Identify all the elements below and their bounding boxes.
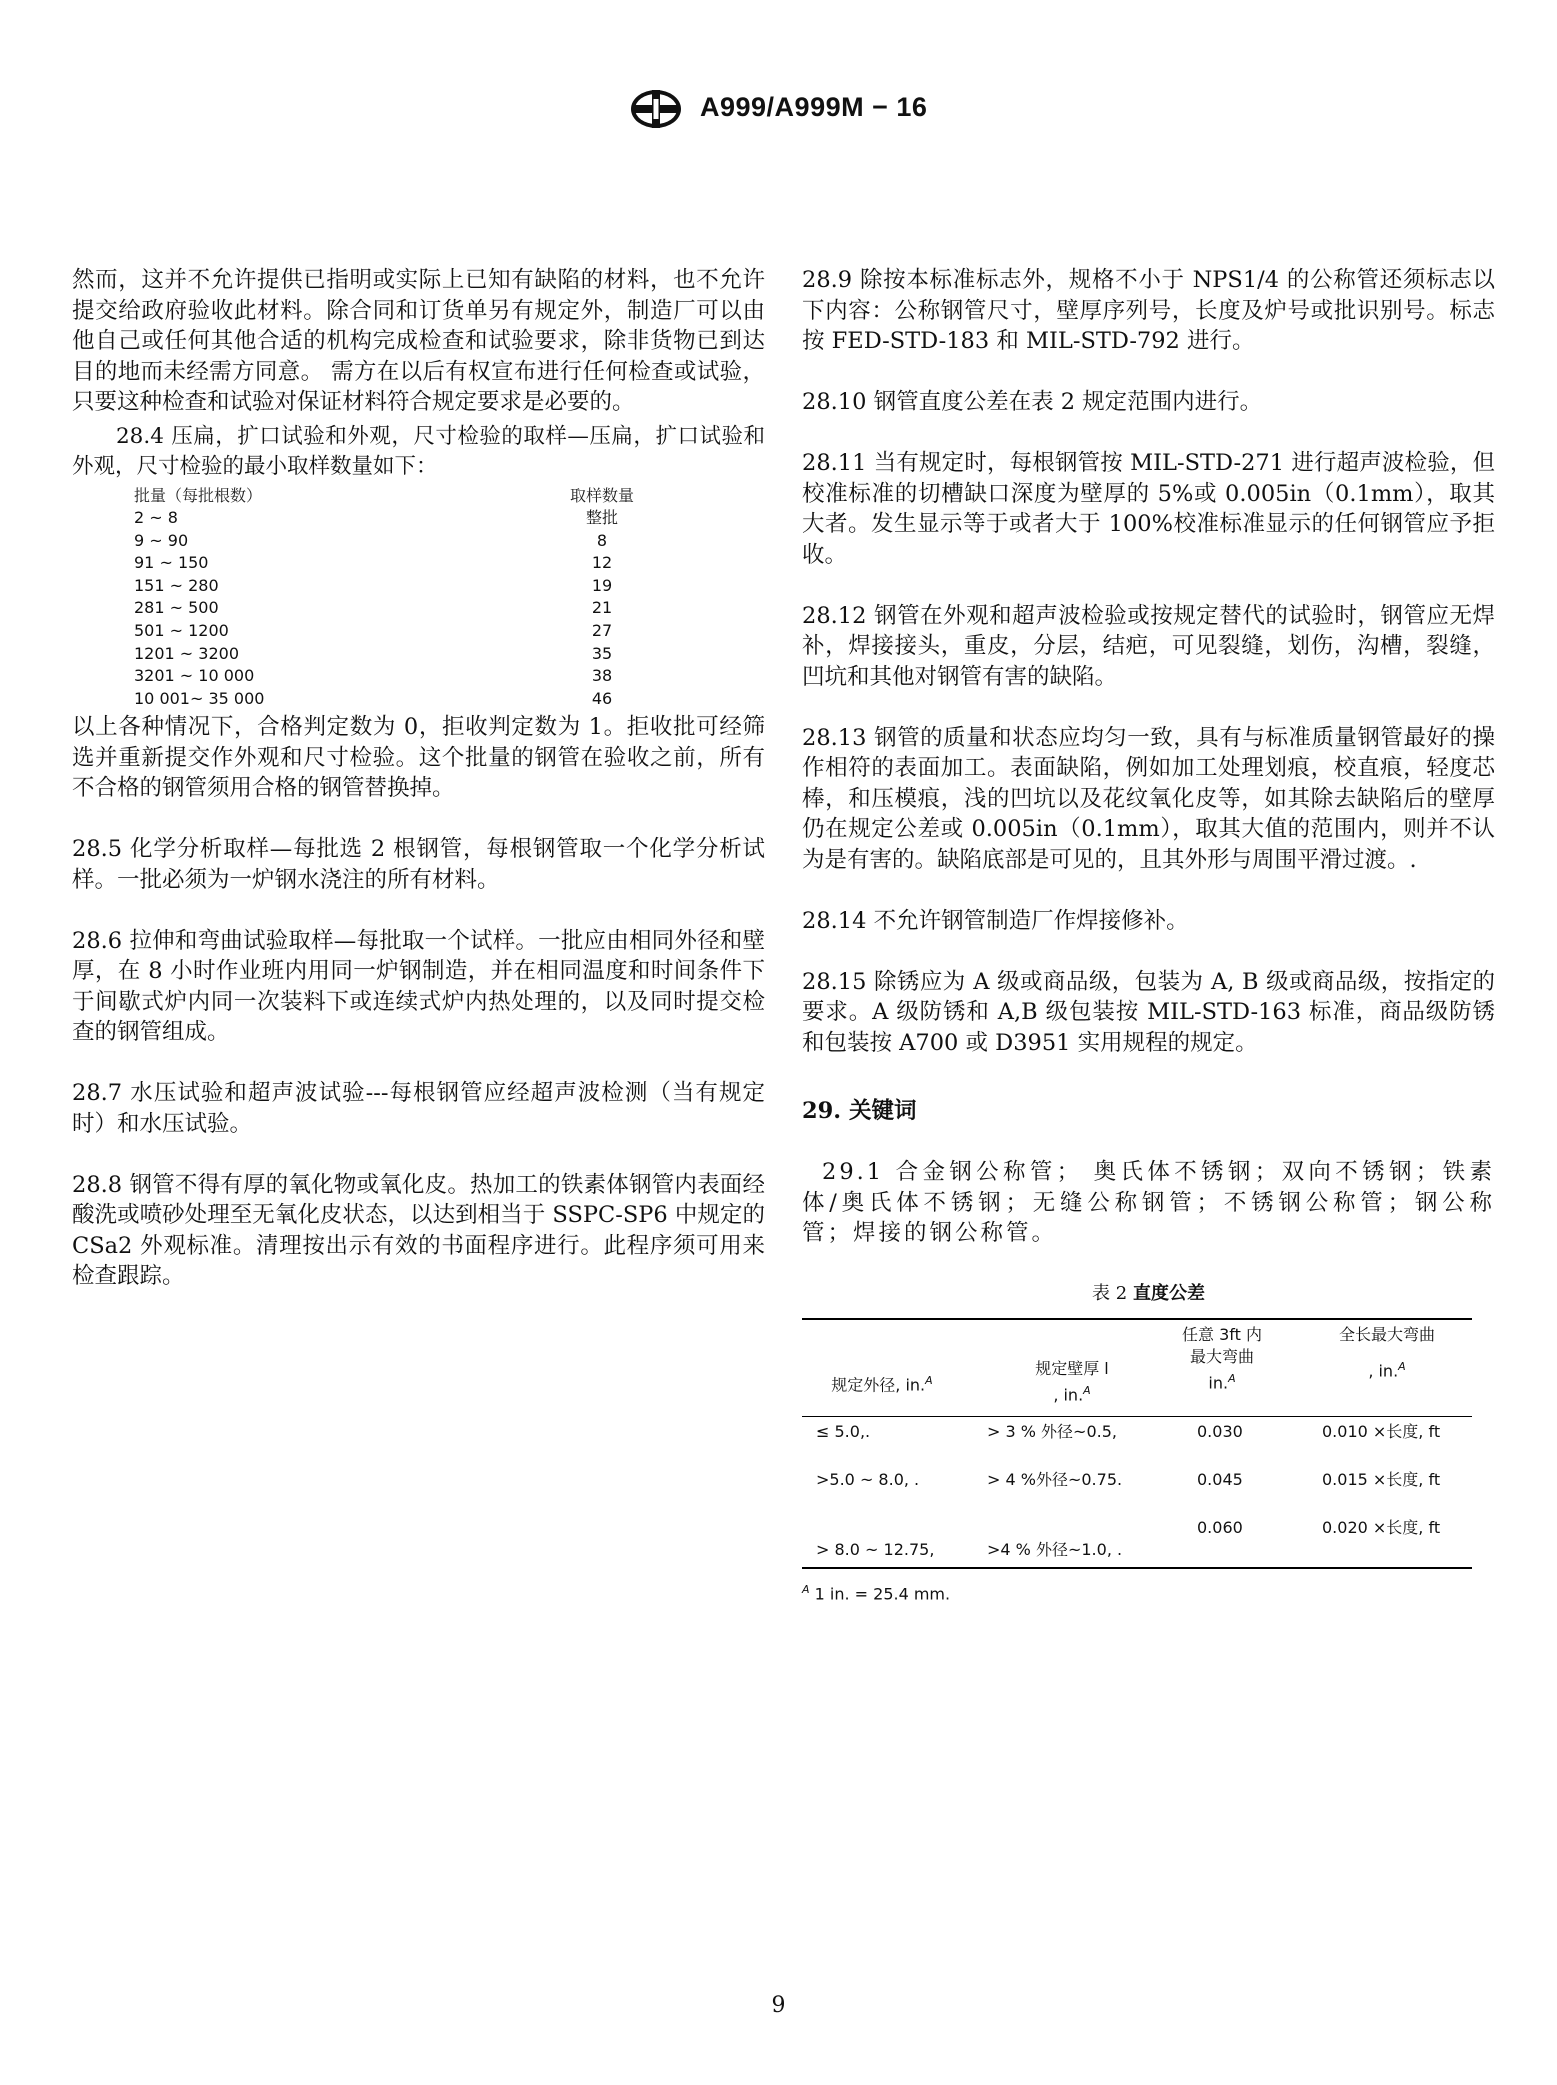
sample-count-cell: 8 <box>596 530 608 550</box>
sampling-table-row <box>72 575 765 598</box>
paragraph-28-12: 28.12 钢管在外观和超声波检验或按规定替代的试验时，钢管应无焊补，焊接接头，重皮，分层，结疤，可见裂缝，划伤，沟槽，裂缝，凹坑和其他对钢管有害的缺陷。 <box>802 602 1495 690</box>
sampling-table-row <box>72 620 765 643</box>
header-od-text: 规定外径, in. <box>831 1374 926 1394</box>
sample-count-header: 取样数量 <box>569 485 634 505</box>
straightness-table-body <box>802 1417 1472 1567</box>
left-column <box>72 265 765 1322</box>
paragraph-28-6: 28.6 拉伸和弯曲试验取样—每批取一个试样。一批应由相同外径和壁厚，在 8 小时作业班内用同一炉钢制造，并在相同温度和时间条件下于间歇式炉内同一次装料下或连续式炉内热处理的，以及同时提交检查的钢管组成。 <box>72 927 765 1046</box>
document-header <box>0 84 1557 134</box>
sample-count-cell: 12 <box>591 553 613 573</box>
table-2-label: 表 2 <box>1092 1283 1133 1304</box>
header-wall-sup: A <box>1083 1383 1091 1397</box>
sampling-table-row <box>72 665 765 688</box>
header-od-sup: A <box>925 1373 933 1387</box>
paragraph-continuation: 然而，这并不允许提供已指明或实际上已知有缺陷的材料，也不允许提交给政府验收此材料。除合同和订货单另有规定外，制造厂可以由他自己或任何其他合适的机构完成检查和试验要求，除非货物已到达目的地而未经需方同意。 需方在以后有权宣布进行任何检查或试验，只要这种检查和试验对保证材料符合规定要求是必要的。 <box>72 267 765 415</box>
sampling-table-row <box>72 597 765 620</box>
sample-count-cell: 46 <box>591 688 613 708</box>
sample-count-cell: 21 <box>591 598 613 618</box>
paragraph-28-5: 28.5 化学分析取样—每批选 2 根钢管，每根钢管取一个化学分析试样。一批必须为一炉钢水浇注的所有材料。 <box>72 836 765 893</box>
header-wall <box>992 1358 1152 1406</box>
section-29-heading: 29. 关键词 <box>802 1098 917 1124</box>
paragraph-28-13: 28.13 钢管的质量和状态应均匀一致，具有与标准质量钢管最好的操作相符的表面加工。表面缺陷，例如加工处理划痕，校直痕，轻度芯棒，和压模痕，浅的凹坑以及花纹氧化皮等，如其除去缺陷后的壁厚仍在规定公差或 0.005in（0.1mm），取其大值的范围内，则并不认为是有害的。缺陷底部是可见的，且其外形与周围平滑过渡。. <box>802 724 1495 873</box>
lot-size-cell: 3201 ~ 10 000 <box>134 666 255 686</box>
standard-designation: A999/A999M − 16 <box>700 92 928 122</box>
od-cell: > 8.0 ~ 12.75, <box>816 1539 935 1559</box>
paragraph-29-1: 29.1 合金钢公称管； 奥氏体不锈钢；双向不锈钢；铁素体/奥氏体不锈钢；无缝公称钢管；不锈钢公称管；钢公称管；焊接的钢公称管。 <box>802 1159 1495 1246</box>
paragraph-28-4: 28.4 压扁，扩口试验和外观，尺寸检验的取样—压扁，扩口试验和外观，尺寸检验的最小取样数量如下： <box>72 423 765 479</box>
header-bend-3ft <box>1162 1324 1282 1394</box>
header-bend-full <box>1302 1324 1472 1382</box>
bend-3ft-cell: 0.060 <box>1197 1517 1243 1537</box>
lot-size-cell: 2 ~ 8 <box>134 508 178 528</box>
wall-cell: > 3 % 外径~0.5, <box>987 1421 1117 1441</box>
sampling-table-row <box>72 530 765 553</box>
table-2-footnote <box>802 1575 1495 1610</box>
sampling-table-row <box>72 688 765 711</box>
paragraph-28-11: 28.11 当有规定时，每根钢管按 MIL-STD-271 进行超声波检验，但校准标准的切槽缺口深度为壁厚的 5%或 0.005in（0.1mm），取其大者。发生显示等于或者大于 100%校准标准显示的任何钢管应予拒收。 <box>802 450 1495 568</box>
astm-logo-icon <box>628 87 684 131</box>
paragraph-28-7: 28.7 水压试验和超声波试验---每根钢管应经超声波检测（当有规定时）和水压试验。 <box>72 1080 765 1137</box>
sample-count-cell: 27 <box>591 621 613 641</box>
page-number: 9 <box>771 1993 786 2018</box>
header-bend3-sup: A <box>1228 1371 1236 1385</box>
paragraph-acceptance: 以上各种情况下，合格判定数为 0，拒收判定数为 1。拒收批可经筛选并重新提交作外观和尺寸检验。这个批量的钢管在验收之前，所有不合格的钢管须用合格的钢管替换掉。 <box>72 714 765 802</box>
sampling-table <box>72 485 765 711</box>
paragraph-28-8: 28.8 钢管不得有厚的氧化物或氧化皮。热加工的铁素体钢管内表面经酸洗或喷砂处理至无氧化皮状态，以达到相当于 SSPC-SP6 中规定的 CSa2 外观标准。清理按出示有效的书面程序进行。此程序须可用来检查跟踪。 <box>72 1171 765 1290</box>
wall-cell: > 4 %外径~0.75. <box>987 1469 1123 1489</box>
sampling-table-header <box>72 485 765 508</box>
header-bend3-line1: 任意 3ft 内 <box>1182 1324 1262 1344</box>
paragraph-28-15: 28.15 除锈应为 A 级或商品级，包装为 A, B 级或商品级，按指定的要求。A 级防锈和 A,B 级包装按 MIL-STD-163 标准，商品级防锈和包装按 A700 或 D3951 实用规程的规定。 <box>802 968 1495 1056</box>
sampling-table-row <box>72 507 765 530</box>
straightness-table <box>802 1318 1472 1569</box>
right-column <box>802 265 1495 1609</box>
bend-full-cell: 0.020 ×长度, ft <box>1322 1517 1441 1537</box>
header-od <box>802 1370 962 1396</box>
paragraph-28-14: 28.14 不允许钢管制造厂作焊接修补。 <box>802 907 1189 934</box>
header-bend3-line2: 最大弯曲 <box>1189 1346 1254 1366</box>
wall-cell: >4 % 外径~1.0, . <box>987 1539 1123 1559</box>
lot-size-header: 批量（每批根数） <box>134 485 263 505</box>
sampling-table-row <box>72 552 765 575</box>
lot-size-cell: 1201 ~ 3200 <box>134 643 240 663</box>
sample-count-cell: 整批 <box>585 508 618 528</box>
lot-size-cell: 501 ~ 1200 <box>134 621 229 641</box>
footnote-sup: A <box>802 1582 810 1596</box>
sampling-table-row <box>72 643 765 666</box>
lot-size-cell: 10 001~ 35 000 <box>134 688 265 708</box>
bend-3ft-cell: 0.045 <box>1197 1469 1243 1489</box>
bend-full-cell: 0.010 ×长度, ft <box>1322 1421 1441 1441</box>
lot-size-cell: 91 ~ 150 <box>134 553 209 573</box>
bend-3ft-cell: 0.030 <box>1197 1421 1243 1441</box>
table-2-title <box>802 1279 1495 1310</box>
bend-full-cell: 0.015 ×长度, ft <box>1322 1469 1441 1489</box>
paragraph-28-10: 28.10 钢管直度公差在表 2 规定范围内进行。 <box>802 389 1263 415</box>
straightness-table-row <box>802 1517 1472 1565</box>
header-bendfull-line1: 全长最大弯曲 <box>1338 1324 1435 1344</box>
sample-count-cell: 38 <box>591 666 613 686</box>
paragraph-28-9: 28.9 除按本标准标志外，规格不小于 NPS1/4 的公称管还须标志以下内容：公称钢管尺寸，壁厚序列号，长度及炉号或批识别号。标志按 FED-STD-183 和 MIL-STD-792 进行。 <box>802 267 1495 354</box>
od-cell: ≤ 5.0,. <box>816 1421 871 1441</box>
lot-size-cell: 281 ~ 500 <box>134 598 219 618</box>
header-bend3-line3: in. <box>1208 1372 1229 1392</box>
lot-size-cell: 151 ~ 280 <box>134 575 219 595</box>
header-bendfull-sup: A <box>1398 1359 1406 1373</box>
footnote-text: 1 in. = 25.4 mm. <box>809 1583 951 1603</box>
lot-size-cell: 9 ~ 90 <box>134 530 189 550</box>
straightness-table-row <box>802 1421 1472 1469</box>
straightness-table-header <box>802 1320 1472 1417</box>
sample-count-cell: 35 <box>591 643 613 663</box>
sampling-table-body <box>72 507 765 710</box>
header-wall-line1: 规定壁厚 l <box>1035 1358 1109 1378</box>
straightness-table-row <box>802 1469 1472 1517</box>
sample-count-cell: 19 <box>591 575 613 595</box>
header-wall-line2: , in. <box>1053 1384 1084 1404</box>
table-2-caption: 直度公差 <box>1132 1283 1205 1304</box>
od-cell: >5.0 ~ 8.0, . <box>816 1469 920 1489</box>
header-bendfull-line2: , in. <box>1368 1360 1399 1380</box>
